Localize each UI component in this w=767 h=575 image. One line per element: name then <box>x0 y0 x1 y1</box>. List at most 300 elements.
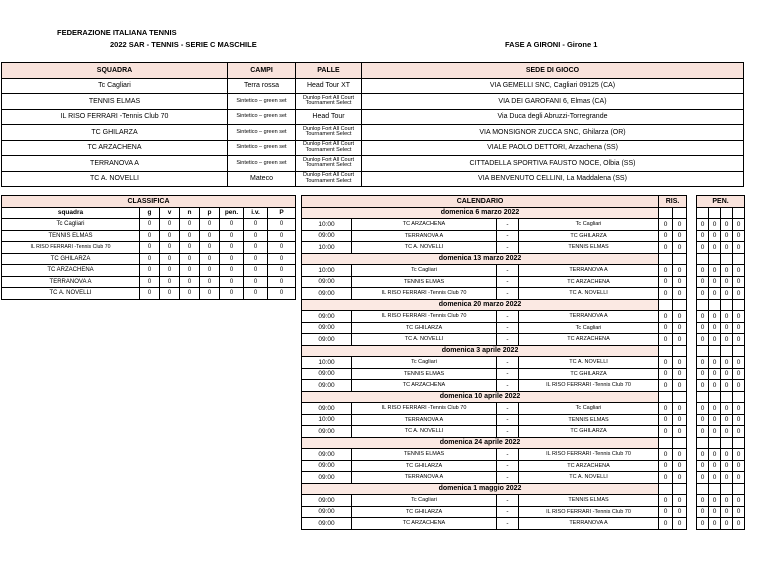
classifica-row <box>2 265 296 277</box>
gap-cell <box>687 253 697 265</box>
team-courts: Sintetico – green set <box>228 140 296 156</box>
round-pen-blank <box>709 299 721 311</box>
match-away-team: IL RISO FERRARI -Tennis Club 70 <box>519 449 659 461</box>
match-ris-away: 0 <box>673 403 687 415</box>
match-pen-home: 0 <box>697 230 709 242</box>
cls-pen: 0 <box>220 230 244 242</box>
match-pen-home-2: 0 <box>721 311 733 323</box>
round-pen-blank <box>721 437 733 449</box>
match-home-team: TENNIS ELMAS <box>352 276 497 288</box>
match-pen-home-2: 0 <box>721 276 733 288</box>
match-pen-away-2: 0 <box>733 426 745 438</box>
match-away-team: TC ARZACHENA <box>519 276 659 288</box>
match-ris-away: 0 <box>673 495 687 507</box>
round-pen-blank <box>709 345 721 357</box>
match-time: 09:00 <box>302 506 352 518</box>
match-time: 09:00 <box>302 311 352 323</box>
match-time: 09:00 <box>302 276 352 288</box>
team-balls: Head Tour <box>296 109 362 125</box>
cls-team: TC GHILARZA <box>2 253 140 265</box>
match-ris-home: 0 <box>659 311 673 323</box>
round-pen-blank <box>709 391 721 403</box>
gap-cell <box>687 483 697 495</box>
match-row <box>302 449 745 461</box>
match-ris-away: 0 <box>673 276 687 288</box>
match-pen-home-2: 0 <box>721 219 733 231</box>
team-row <box>2 94 744 110</box>
round-pen-blank <box>697 345 709 357</box>
match-pen-away: 0 <box>709 334 721 346</box>
cls-p: 0 <box>200 242 220 254</box>
cls-g: 0 <box>140 265 160 277</box>
match-separator: - <box>497 276 519 288</box>
match-separator: - <box>497 230 519 242</box>
match-pen-away-2: 0 <box>733 276 745 288</box>
cls-points: 0 <box>268 230 296 242</box>
cls-iv: 0 <box>244 265 268 277</box>
match-time: 09:00 <box>302 403 352 415</box>
round-date-row <box>302 391 745 403</box>
match-time: 09:00 <box>302 518 352 530</box>
round-pen-blank <box>733 207 745 219</box>
match-pen-away-2: 0 <box>733 357 745 369</box>
match-row <box>302 414 745 426</box>
match-pen-home: 0 <box>697 495 709 507</box>
cls-iv: 0 <box>244 288 268 300</box>
match-pen-home: 0 <box>697 449 709 461</box>
round-date-row <box>302 345 745 357</box>
cls-p: 0 <box>200 265 220 277</box>
round-pen-blank <box>697 391 709 403</box>
round-pen-blank <box>697 253 709 265</box>
gap-cell <box>687 265 697 277</box>
match-pen-home: 0 <box>697 242 709 254</box>
round-ris-blank <box>673 345 687 357</box>
match-ris-away: 0 <box>673 460 687 472</box>
classifica-title: CLASSIFICA <box>2 196 296 208</box>
match-home-team: TENNIS ELMAS <box>352 368 497 380</box>
match-time: 10:00 <box>302 265 352 277</box>
gap-cell <box>687 207 697 219</box>
match-separator: - <box>497 368 519 380</box>
match-separator: - <box>497 242 519 254</box>
match-away-team: TENNIS ELMAS <box>519 414 659 426</box>
match-pen-home-2: 0 <box>721 242 733 254</box>
match-time: 09:00 <box>302 334 352 346</box>
team-row <box>2 78 744 94</box>
gap-cell <box>687 518 697 530</box>
round-pen-blank <box>697 483 709 495</box>
round-pen-blank <box>733 253 745 265</box>
cls-col-iv: i.v. <box>244 207 268 219</box>
match-away-team: TC GHILARZA <box>519 368 659 380</box>
cls-team: TC A. NOVELLI <box>2 288 140 300</box>
match-home-team: TC ARZACHENA <box>352 380 497 392</box>
match-ris-home: 0 <box>659 219 673 231</box>
match-pen-home-2: 0 <box>721 414 733 426</box>
match-pen-away-2: 0 <box>733 506 745 518</box>
cls-pen: 0 <box>220 242 244 254</box>
match-away-team: TC ARZACHENA <box>519 334 659 346</box>
gap-cell <box>687 449 697 461</box>
match-pen-away: 0 <box>709 230 721 242</box>
match-ris-away: 0 <box>673 322 687 334</box>
match-pen-away: 0 <box>709 219 721 231</box>
match-away-team: TC A. NOVELLI <box>519 288 659 300</box>
match-ris-home: 0 <box>659 357 673 369</box>
match-row <box>302 288 745 300</box>
cls-v: 0 <box>160 265 180 277</box>
cls-p: 0 <box>200 288 220 300</box>
match-pen-home-2: 0 <box>721 334 733 346</box>
match-pen-away-2: 0 <box>733 380 745 392</box>
match-row <box>302 242 745 254</box>
match-pen-away-2: 0 <box>733 265 745 277</box>
match-home-team: Tc Cagliari <box>352 357 497 369</box>
cls-g: 0 <box>140 219 160 231</box>
cls-points: 0 <box>268 253 296 265</box>
match-home-team: TC A. NOVELLI <box>352 242 497 254</box>
gap-cell <box>687 219 697 231</box>
match-ris-away: 0 <box>673 380 687 392</box>
match-pen-away-2: 0 <box>733 322 745 334</box>
cls-col-pen: pen. <box>220 207 244 219</box>
round-ris-blank <box>673 483 687 495</box>
competition-title: 2022 SAR - TENNIS - SERIE C MASCHILE <box>110 40 257 49</box>
cls-points: 0 <box>268 288 296 300</box>
match-separator: - <box>497 449 519 461</box>
round-ris-blank <box>673 207 687 219</box>
round-pen-blank <box>733 345 745 357</box>
match-row <box>302 495 745 507</box>
cls-n: 0 <box>180 288 200 300</box>
match-separator: - <box>497 495 519 507</box>
cls-n: 0 <box>180 219 200 231</box>
round-ris-blank <box>673 391 687 403</box>
match-pen-home-2: 0 <box>721 426 733 438</box>
team-name: TC GHILARZA <box>2 125 228 141</box>
calendario-title: CALENDARIO <box>302 196 659 208</box>
match-home-team: IL RISO FERRARI -Tennis Club 70 <box>352 288 497 300</box>
match-pen-home: 0 <box>697 288 709 300</box>
match-ris-home: 0 <box>659 472 673 484</box>
round-pen-blank <box>721 299 733 311</box>
cls-g: 0 <box>140 276 160 288</box>
match-ris-home: 0 <box>659 403 673 415</box>
match-away-team: TC A. NOVELLI <box>519 357 659 369</box>
match-home-team: TC GHILARZA <box>352 322 497 334</box>
cls-p: 0 <box>200 253 220 265</box>
round-pen-blank <box>697 299 709 311</box>
cls-team: TERRANOVA A <box>2 276 140 288</box>
gap-cell <box>687 357 697 369</box>
match-pen-away-2: 0 <box>733 230 745 242</box>
match-pen-away: 0 <box>709 311 721 323</box>
round-date: domenica 3 aprile 2022 <box>302 345 659 357</box>
round-date-row <box>302 207 745 219</box>
match-pen-home: 0 <box>697 322 709 334</box>
match-pen-away-2: 0 <box>733 449 745 461</box>
match-home-team: Tc Cagliari <box>352 495 497 507</box>
cls-v: 0 <box>160 253 180 265</box>
cls-g: 0 <box>140 253 160 265</box>
cls-col-squadra: squadra <box>2 207 140 219</box>
round-ris-blank <box>659 437 673 449</box>
match-pen-home: 0 <box>697 334 709 346</box>
round-pen-blank <box>709 483 721 495</box>
match-ris-away: 0 <box>673 311 687 323</box>
gap-cell <box>687 495 697 507</box>
match-pen-away: 0 <box>709 472 721 484</box>
match-separator: - <box>497 265 519 277</box>
round-date: domenica 24 aprile 2022 <box>302 437 659 449</box>
match-time: 10:00 <box>302 414 352 426</box>
cls-col-points: P <box>268 207 296 219</box>
cls-n: 0 <box>180 265 200 277</box>
col-sede: SEDE DI GIOCO <box>362 63 744 79</box>
match-pen-away-2: 0 <box>733 368 745 380</box>
round-ris-blank <box>659 391 673 403</box>
cls-p: 0 <box>200 230 220 242</box>
match-ris-home: 0 <box>659 276 673 288</box>
round-pen-blank <box>709 437 721 449</box>
gap-cell <box>687 345 697 357</box>
round-pen-blank <box>721 207 733 219</box>
round-date-row <box>302 483 745 495</box>
match-ris-home: 0 <box>659 230 673 242</box>
cls-p: 0 <box>200 219 220 231</box>
team-name: IL RISO FERRARI -Tennis Club 70 <box>2 109 228 125</box>
match-pen-home-2: 0 <box>721 460 733 472</box>
match-ris-away: 0 <box>673 518 687 530</box>
match-home-team: TC ARZACHENA <box>352 518 497 530</box>
match-pen-home-2: 0 <box>721 265 733 277</box>
match-ris-home: 0 <box>659 334 673 346</box>
round-pen-blank <box>721 391 733 403</box>
match-ris-home: 0 <box>659 460 673 472</box>
cls-n: 0 <box>180 242 200 254</box>
match-ris-away: 0 <box>673 230 687 242</box>
match-pen-home-2: 0 <box>721 472 733 484</box>
match-pen-home: 0 <box>697 380 709 392</box>
match-away-team: TERRANOVA A <box>519 311 659 323</box>
round-ris-blank <box>673 253 687 265</box>
match-away-team: TERRANOVA A <box>519 518 659 530</box>
match-pen-away-2: 0 <box>733 460 745 472</box>
match-ris-away: 0 <box>673 426 687 438</box>
round-date: domenica 10 aprile 2022 <box>302 391 659 403</box>
round-ris-blank <box>659 207 673 219</box>
match-separator: - <box>497 460 519 472</box>
match-time: 09:00 <box>302 380 352 392</box>
team-courts: Sintetico – green set <box>228 94 296 110</box>
match-pen-home-2: 0 <box>721 449 733 461</box>
match-away-team: Tc Cagliari <box>519 219 659 231</box>
match-pen-home: 0 <box>697 506 709 518</box>
cls-v: 0 <box>160 242 180 254</box>
match-separator: - <box>497 518 519 530</box>
cls-iv: 0 <box>244 253 268 265</box>
match-pen-home-2: 0 <box>721 506 733 518</box>
match-separator: - <box>497 288 519 300</box>
round-date: domenica 13 marzo 2022 <box>302 253 659 265</box>
team-venue: VIA DEI GAROFANI 6, Elmas (CA) <box>362 94 744 110</box>
ris-pen-gap <box>687 196 697 208</box>
match-ris-away: 0 <box>673 265 687 277</box>
match-pen-home-2: 0 <box>721 368 733 380</box>
team-row <box>2 140 744 156</box>
match-row <box>302 518 745 530</box>
gap-cell <box>687 403 697 415</box>
cls-team: Tc Cagliari <box>2 219 140 231</box>
match-pen-away: 0 <box>709 357 721 369</box>
match-time: 09:00 <box>302 288 352 300</box>
gap-cell <box>687 391 697 403</box>
team-courts: Sintetico – green set <box>228 156 296 172</box>
classifica-row <box>2 276 296 288</box>
match-ris-home: 0 <box>659 242 673 254</box>
team-balls: Head Tour XT <box>296 78 362 94</box>
cls-pen: 0 <box>220 219 244 231</box>
cls-pen: 0 <box>220 253 244 265</box>
teams-header-row <box>2 63 744 79</box>
round-ris-blank <box>673 299 687 311</box>
match-time: 09:00 <box>302 460 352 472</box>
cls-v: 0 <box>160 288 180 300</box>
cls-pen: 0 <box>220 265 244 277</box>
team-venue: VIALE PAOLO DETTORI, Arzachena (SS) <box>362 140 744 156</box>
match-row <box>302 322 745 334</box>
match-away-team: TC GHILARZA <box>519 230 659 242</box>
match-pen-home: 0 <box>697 357 709 369</box>
cls-g: 0 <box>140 242 160 254</box>
match-ris-away: 0 <box>673 472 687 484</box>
match-pen-home: 0 <box>697 460 709 472</box>
match-pen-away: 0 <box>709 288 721 300</box>
match-pen-home: 0 <box>697 403 709 415</box>
match-ris-away: 0 <box>673 219 687 231</box>
cls-col-n: n <box>180 207 200 219</box>
round-pen-blank <box>733 299 745 311</box>
match-pen-away-2: 0 <box>733 311 745 323</box>
match-pen-away-2: 0 <box>733 403 745 415</box>
match-ris-away: 0 <box>673 414 687 426</box>
cls-points: 0 <box>268 219 296 231</box>
team-balls: Dunlop Fort All Court Tournament Select <box>296 140 362 156</box>
round-date-row <box>302 253 745 265</box>
match-home-team: TC A. NOVELLI <box>352 426 497 438</box>
cls-points: 0 <box>268 265 296 277</box>
match-pen-away: 0 <box>709 368 721 380</box>
match-pen-home-2: 0 <box>721 518 733 530</box>
match-pen-away: 0 <box>709 460 721 472</box>
team-row <box>2 109 744 125</box>
match-pen-away: 0 <box>709 242 721 254</box>
gap-cell <box>687 506 697 518</box>
match-time: 09:00 <box>302 426 352 438</box>
match-separator: - <box>497 219 519 231</box>
match-row <box>302 460 745 472</box>
gap-cell <box>687 472 697 484</box>
match-pen-home: 0 <box>697 265 709 277</box>
match-row <box>302 265 745 277</box>
match-time: 09:00 <box>302 322 352 334</box>
match-pen-away: 0 <box>709 518 721 530</box>
match-row <box>302 506 745 518</box>
match-pen-away-2: 0 <box>733 472 745 484</box>
match-ris-home: 0 <box>659 426 673 438</box>
match-away-team: IL RISO FERRARI -Tennis Club 70 <box>519 380 659 392</box>
federation-title: FEDERAZIONE ITALIANA TENNIS <box>57 28 177 37</box>
team-balls: Dunlop Fort All Court Tournament Select <box>296 156 362 172</box>
match-ris-home: 0 <box>659 506 673 518</box>
match-row <box>302 368 745 380</box>
round-ris-blank <box>659 345 673 357</box>
match-pen-away-2: 0 <box>733 414 745 426</box>
gap-cell <box>687 437 697 449</box>
phase-title: FASE A GIRONI - Girone 1 <box>505 40 598 49</box>
cls-team: TENNIS ELMAS <box>2 230 140 242</box>
round-pen-blank <box>709 207 721 219</box>
match-ris-home: 0 <box>659 322 673 334</box>
match-pen-away: 0 <box>709 403 721 415</box>
round-pen-blank <box>721 483 733 495</box>
match-away-team: IL RISO FERRARI -Tennis Club 70 <box>519 506 659 518</box>
col-campi: CAMPI <box>228 63 296 79</box>
match-pen-away: 0 <box>709 506 721 518</box>
calendario-title-row <box>302 196 745 208</box>
team-courts: Terra rossa <box>228 78 296 94</box>
round-pen-blank <box>721 253 733 265</box>
match-time: 09:00 <box>302 495 352 507</box>
match-row <box>302 276 745 288</box>
pen-title: PEN. <box>697 196 745 208</box>
match-pen-away-2: 0 <box>733 219 745 231</box>
gap-cell <box>687 380 697 392</box>
match-separator: - <box>497 506 519 518</box>
match-home-team: TERRANOVA A <box>352 414 497 426</box>
team-name: TC A. NOVELLI <box>2 171 228 187</box>
round-date-row <box>302 437 745 449</box>
cls-col-v: v <box>160 207 180 219</box>
match-ris-away: 0 <box>673 288 687 300</box>
cls-g: 0 <box>140 288 160 300</box>
round-date-row <box>302 299 745 311</box>
cls-iv: 0 <box>244 219 268 231</box>
team-balls: Dunlop Fort All Court Tournament Select <box>296 94 362 110</box>
match-home-team: TERRANOVA A <box>352 472 497 484</box>
gap-cell <box>687 311 697 323</box>
match-pen-away: 0 <box>709 276 721 288</box>
match-pen-home: 0 <box>697 311 709 323</box>
classifica-row <box>2 242 296 254</box>
match-pen-home: 0 <box>697 276 709 288</box>
round-pen-blank <box>709 253 721 265</box>
match-ris-home: 0 <box>659 380 673 392</box>
team-balls: Dunlop Fort All Court Tournament Select <box>296 171 362 187</box>
cls-g: 0 <box>140 230 160 242</box>
match-home-team: IL RISO FERRARI -Tennis Club 70 <box>352 311 497 323</box>
match-pen-away: 0 <box>709 322 721 334</box>
match-pen-home-2: 0 <box>721 403 733 415</box>
round-pen-blank <box>721 345 733 357</box>
round-ris-blank <box>659 483 673 495</box>
team-balls: Dunlop Fort All Court Tournament Select <box>296 125 362 141</box>
match-row <box>302 426 745 438</box>
match-home-team: Tc Cagliari <box>352 265 497 277</box>
gap-cell <box>687 414 697 426</box>
gap-cell <box>687 288 697 300</box>
